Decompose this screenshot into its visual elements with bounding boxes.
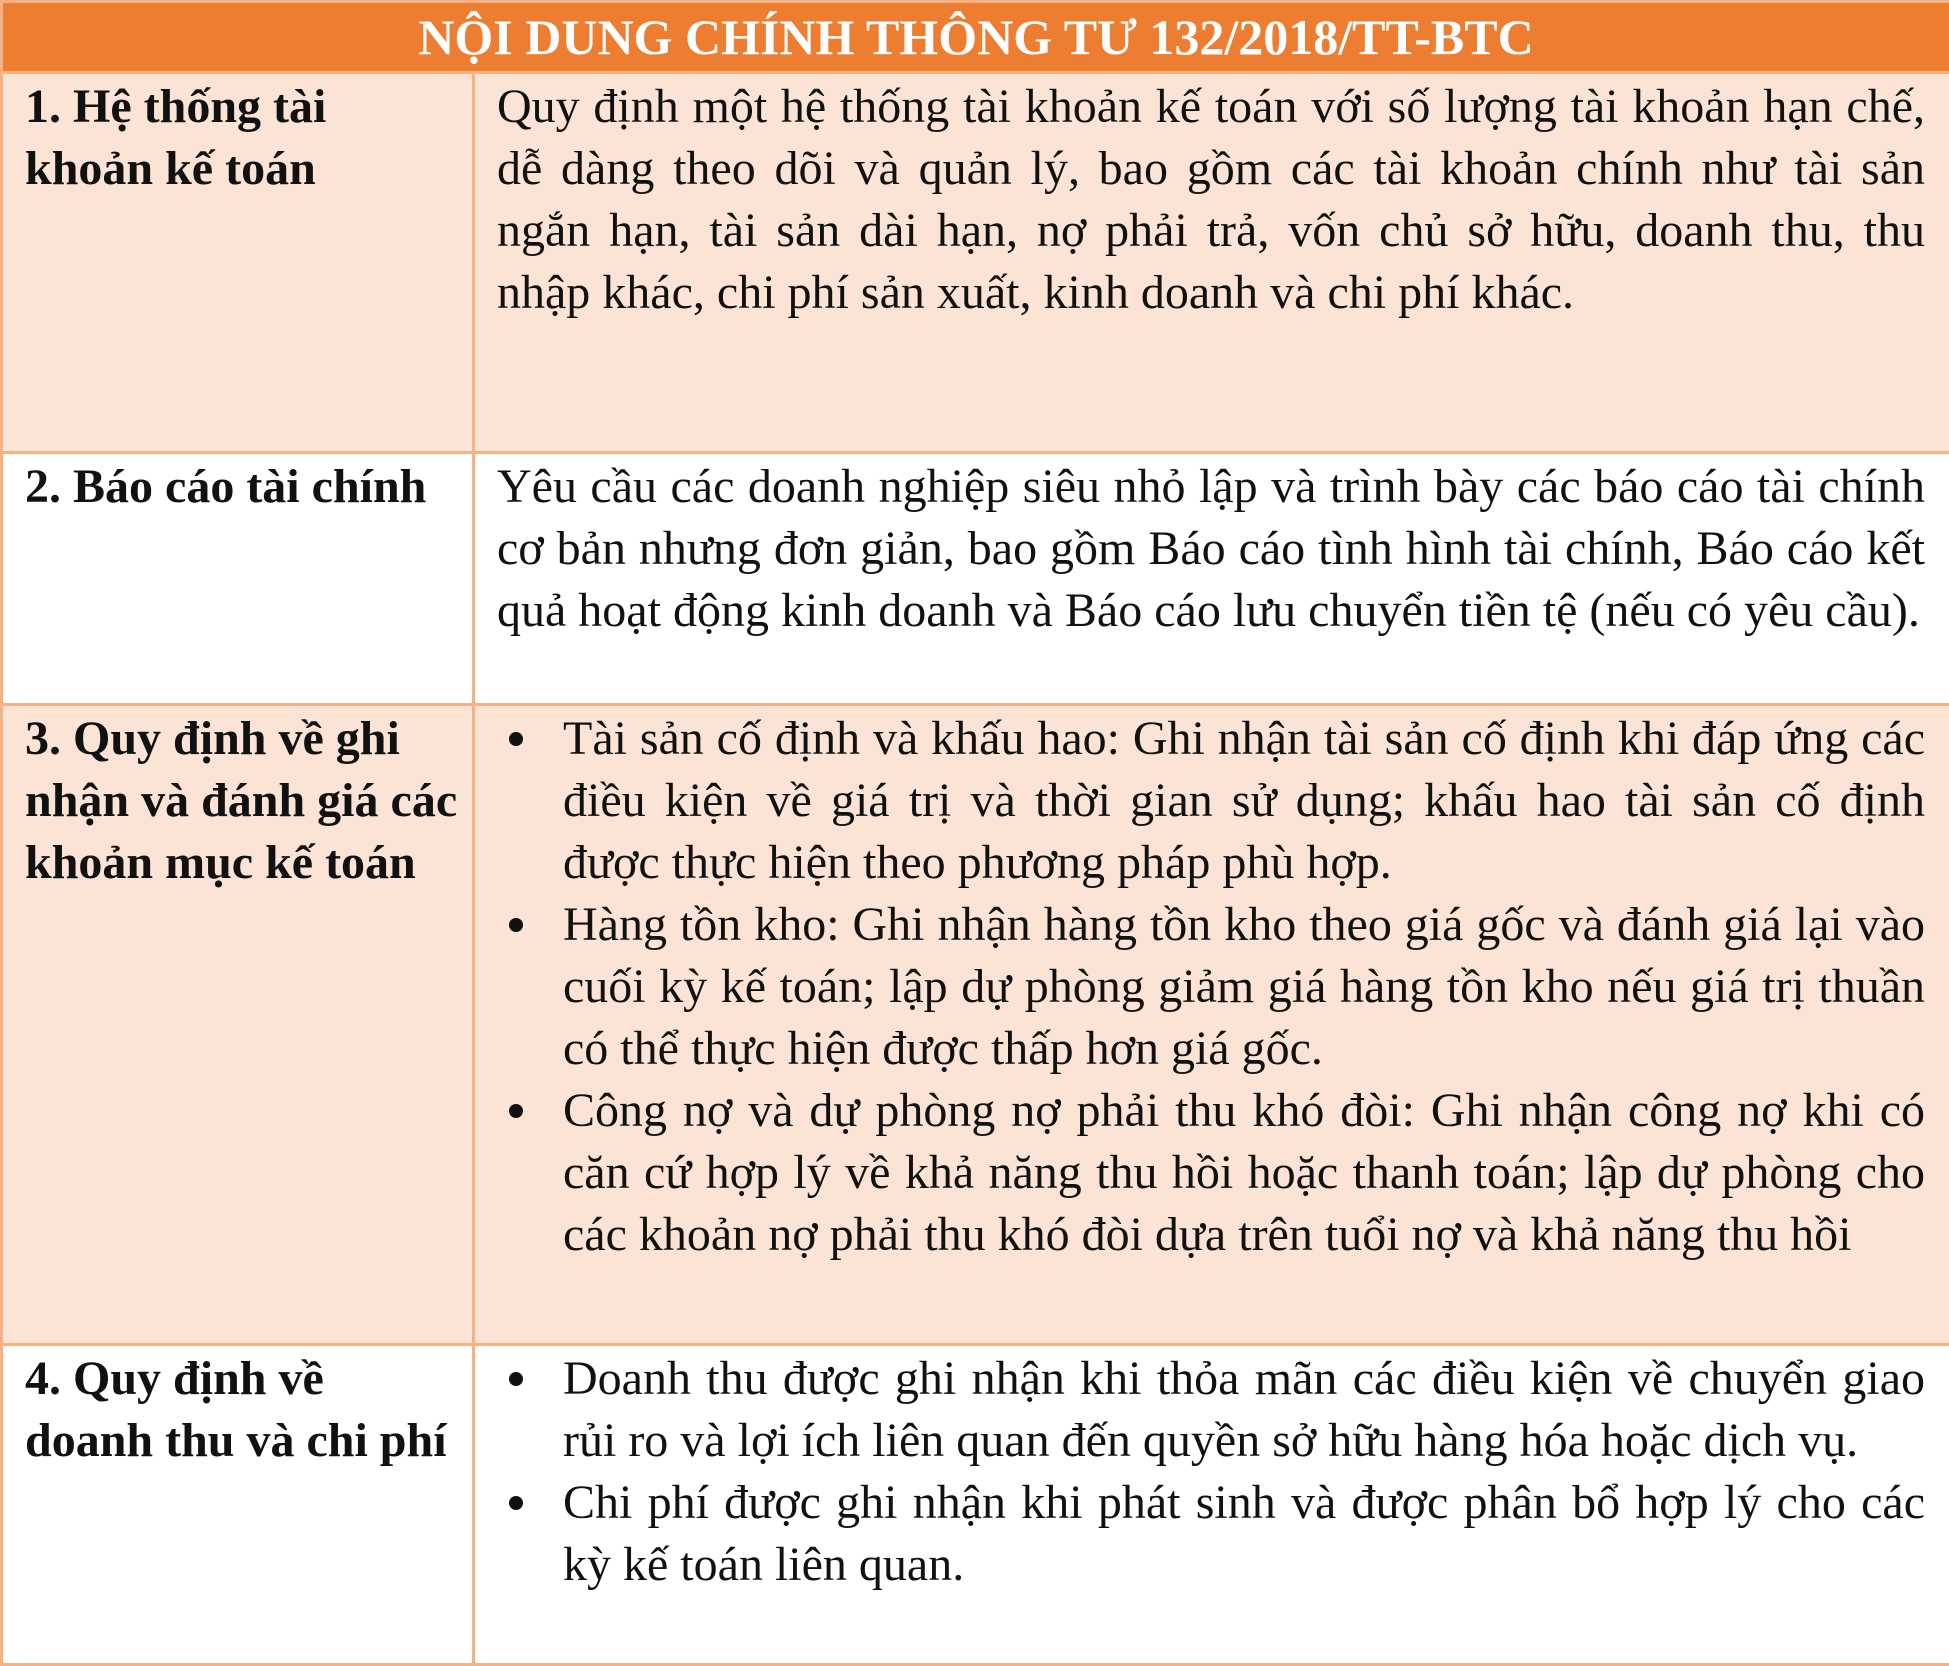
bullet-item xyxy=(497,708,1925,894)
bullet-dot-icon xyxy=(509,1372,523,1386)
bullet-text: Hàng tồn kho: Ghi nhận hàng tồn kho theo giá gốc và đánh giá lại vào cuối kỳ kế toán; lập dự phòng giảm giá hàng tồn kho nếu giá trị thuần có thể thực hiện được thấp hơn giá gốc. xyxy=(563,898,1925,1075)
bullet-item xyxy=(497,1080,1925,1266)
bullet-list xyxy=(497,708,1925,1266)
bullet-item xyxy=(497,1348,1925,1472)
table-row xyxy=(2,1345,1949,1665)
row-content: Quy định một hệ thống tài khoản kế toán với số lượng tài khoản hạn chế, dễ dàng theo dõi và quản lý, bao gồm các tài khoản chính như tài sản ngắn hạn, tài sản dài hạn, nợ phải trả, vốn chủ sở hữu, doanh thu, thu nhập khác, chi phí sản xuất, kinh doanh và chi phí khác. xyxy=(474,73,1949,453)
bullet-dot-icon xyxy=(509,1104,523,1118)
row-content: Yêu cầu các doanh nghiệp siêu nhỏ lập và trình bày các báo cáo tài chính cơ bản nhưng đơn giản, bao gồm Báo cáo tình hình tài chính, Báo cáo kết quả hoạt động kinh doanh và Báo cáo lưu chuyển tiền tệ (nếu có yêu cầu). xyxy=(474,453,1949,705)
bullet-item xyxy=(497,1472,1925,1596)
bullet-text: Chi phí được ghi nhận khi phát sinh và được phân bổ hợp lý cho các kỳ kế toán liên quan. xyxy=(563,1476,1925,1591)
bullet-dot-icon xyxy=(509,732,523,746)
bullet-item xyxy=(497,894,1925,1080)
table-row xyxy=(2,705,1949,1345)
row-content xyxy=(474,705,1949,1345)
row-label: 1. Hệ thống tài khoản kế toán xyxy=(2,73,474,453)
bullet-text: Doanh thu được ghi nhận khi thỏa mãn các điều kiện về chuyển giao rủi ro và lợi ích liên quan đến quyền sở hữu hàng hóa hoặc dịch vụ. xyxy=(563,1352,1925,1467)
row-label: 2. Báo cáo tài chính xyxy=(2,453,474,705)
table-row xyxy=(2,73,1949,453)
table-row xyxy=(2,453,1949,705)
bullet-text: Tài sản cố định và khấu hao: Ghi nhận tài sản cố định khi đáp ứng các điều kiện về giá trị và thời gian sử dụng; khấu hao tài sản cố định được thực hiện theo phương pháp phù hợp. xyxy=(563,712,1925,889)
table-header-row xyxy=(2,2,1949,73)
bullet-text: Công nợ và dự phòng nợ phải thu khó đòi: Ghi nhận công nợ khi có căn cứ hợp lý về khả năng thu hồi hoặc thanh toán; lập dự phòng cho các khoản nợ phải thu khó đòi dựa trên tuổi nợ và khả năng thu hồi xyxy=(563,1084,1925,1261)
bullet-dot-icon xyxy=(509,1496,523,1510)
bullet-dot-icon xyxy=(509,918,523,932)
table-title: NỘI DUNG CHÍNH THÔNG TƯ 132/2018/TT-BTC xyxy=(2,2,1949,73)
bullet-list xyxy=(497,1348,1925,1596)
row-content xyxy=(474,1345,1949,1665)
row-label: 4. Quy định về doanh thu và chi phí xyxy=(2,1345,474,1665)
row-label: 3. Quy định về ghi nhận và đánh giá các khoản mục kế toán xyxy=(2,705,474,1345)
